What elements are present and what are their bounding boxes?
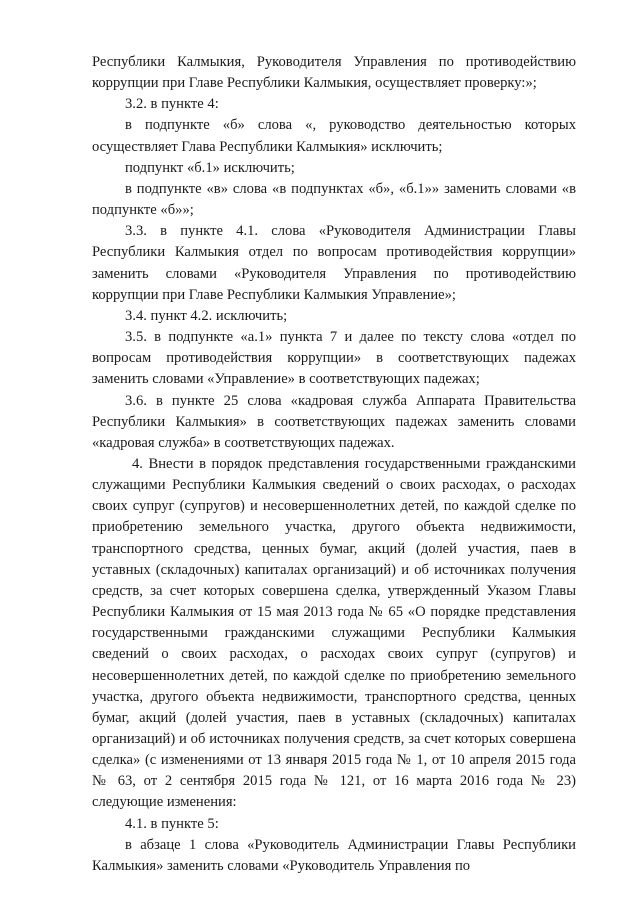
paragraph-4-1-abzac-1: в абзаце 1 слова «Руководитель Администрации Главы Республики Калмыкия» заменить словами «Руководитель Управления по: [92, 836, 576, 874]
paragraph-3-2-b1: подпункт «б.1» исключить;: [125, 159, 295, 176]
paragraph-3-4: 3.4. пункт 4.2. исключить;: [125, 307, 288, 324]
paragraph-3-2: 3.2. в пункте 4:: [125, 96, 219, 113]
paragraph-3-6: 3.6. в пункте 25 слова «кадровая служба Аппарата Правительства Республики Калмыкия» в соответствующих падежах заменить словами «кадровая служба» в соответствующих падежах.: [92, 392, 576, 451]
paragraph-3-5: 3.5. в подпункте «а.1» пункта 7 и далее по тексту слова «отдел по вопросам противодействия коррупции» в соответствующих падежах заменить словами «Управление» в соответствующих падежах;: [92, 329, 576, 388]
paragraph-continuation: Республики Калмыкия, Руководителя Управления по противодействию коррупции при Главе Республики Калмыкия, осуществляет проверку:»;: [92, 54, 576, 92]
paragraph-3-2-b: в подпункте «б» слова «, руководство деятельностью которых осуществляет Глава Республики Калмыкия» исключить;: [92, 117, 576, 155]
paragraph-4-1: 4.1. в пункте 5:: [125, 815, 219, 832]
paragraph-3-3: 3.3. в пункте 4.1. слова «Руководителя Администрации Главы Республики Калмыкия отдел по вопросам противодействия коррупции» заменить словами «Руководителя Управления по противодействию коррупции при Главе Республики Калмыкия Управление»;: [92, 223, 576, 303]
paragraph-4: 4. Внести в порядок представления государственными гражданскими служащими Республики Калмыкия сведений о своих расходах, о расходах своих супруг (супругов) и несовершеннолетних детей, по каждой сделке по приобретению земельного участка, другого объекта недвижимости, транспортного средства, ценных бумаг, акций (долей участия, паев в уставных (складочных) капиталах организаций) и об источниках получения средств, за счет которых совершена сделка, утвержденный Указом Главы Республики Калмыкия от 15 мая 2013 года № 65 «О порядке представления государственными гражданскими служащими Республики Калмыкия сведений о своих расходах, о расходах своих супруг (супругов) и несовершеннолетних детей, по каждой сделке по приобретению земельного участка, другого объекта недвижимости, транспортного средства, ценных бумаг, акций (долей участия, паев в уставных (складочных) капиталах организаций) и об источниках получения средств, за счет которых совершена сделка» (с изменениями от 13 января 2015 года № 1, от 10 апреля 2015 года № 63, от 2 сентября 2015 года № 121, от 16 марта 2016 года № 23) следующие изменения:: [92, 455, 576, 811]
document-body: [92, 52, 576, 877]
paragraph-3-2-v: в подпункте «в» слова «в подпунктах «б», «б.1»» заменить словами «в подпункте «б»»;: [92, 180, 576, 219]
